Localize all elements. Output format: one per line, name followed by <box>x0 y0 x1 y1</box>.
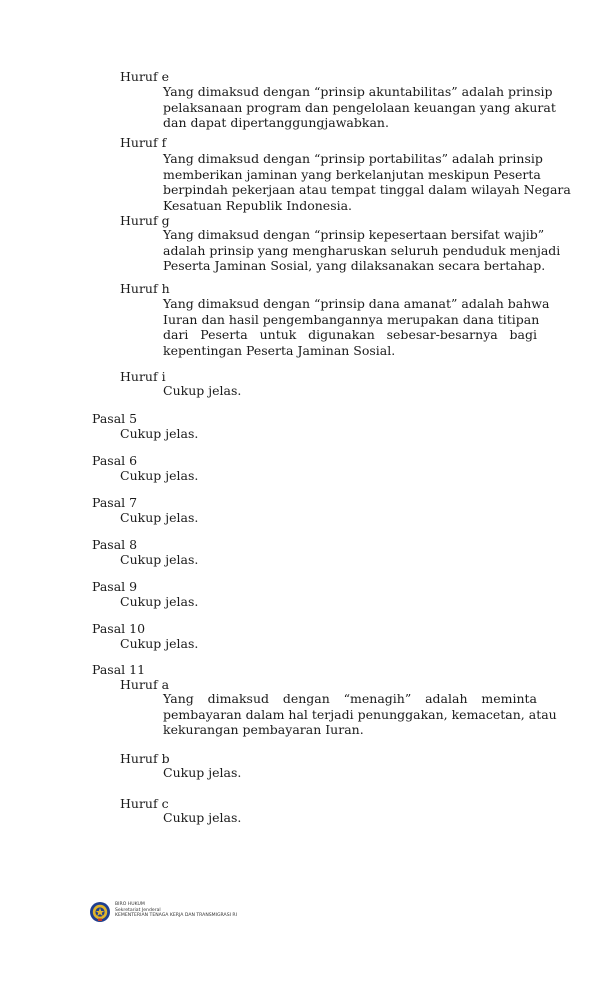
paragraph-line: memberikan jaminan yang berkelanjutan meskipun Peserta <box>163 166 541 182</box>
ministry-emblem-icon <box>89 901 111 923</box>
text-pasal-10: Cukup jelas. <box>120 636 199 651</box>
paragraph-pasal-11-huruf-a <box>163 691 557 738</box>
footer-line-2: Sekretariat Jenderal <box>115 907 161 913</box>
text-huruf-i: Cukup jelas. <box>163 383 242 398</box>
paragraph-line: pembayaran dalam hal terjadi penunggakan, kemacetan, atau <box>163 706 557 722</box>
heading-pasal-11: Pasal 11 <box>92 662 146 677</box>
paragraph-huruf-e <box>163 84 556 131</box>
heading-huruf-i: Huruf i <box>120 369 166 384</box>
heading-huruf-h: Huruf h <box>120 281 170 296</box>
paragraph-line: Iuran dan hasil pengembangannya merupakan dana titipan <box>163 311 540 327</box>
text-pasal-8: Cukup jelas. <box>120 552 199 567</box>
paragraph-line: Peserta Jaminan Sosial, yang dilaksanakan secara bertahap. <box>163 258 546 274</box>
heading-pasal-6: Pasal 6 <box>92 453 138 468</box>
paragraph-line: dan dapat dipertanggungjawabkan. <box>163 115 389 131</box>
paragraph-line: Yang dimaksud dengan “prinsip dana amanat” adalah bahwa <box>163 296 550 311</box>
paragraph-line: Kesatuan Republik Indonesia. <box>163 197 353 213</box>
paragraph-huruf-h <box>163 296 550 358</box>
heading-pasal-10: Pasal 10 <box>92 621 146 636</box>
heading-pasal-9: Pasal 9 <box>92 579 138 594</box>
heading-pasal-11-huruf-b: Huruf b <box>120 751 170 766</box>
paragraph-line: Yang dimaksud dengan “prinsip kepesertaan bersifat wajib” <box>163 227 545 242</box>
paragraph-huruf-f <box>163 151 571 213</box>
text-pasal-11-huruf-c: Cukup jelas. <box>163 810 242 825</box>
paragraph-line: dari Peserta untuk digunakan sebesar-besarnya bagi <box>163 327 537 343</box>
text-pasal-11-huruf-b: Cukup jelas. <box>163 765 242 780</box>
heading-huruf-g: Huruf g <box>120 213 170 228</box>
heading-pasal-8: Pasal 8 <box>92 537 138 552</box>
heading-pasal-11-huruf-a: Huruf a <box>120 677 170 692</box>
text-pasal-7: Cukup jelas. <box>120 510 199 525</box>
paragraph-line: Yang dimaksud dengan “menagih” adalah meminta <box>163 691 537 706</box>
text-pasal-6: Cukup jelas. <box>120 468 199 483</box>
heading-huruf-e: Huruf e <box>120 69 169 84</box>
footer-line-1: BIRO HUKUM <box>115 902 145 907</box>
footer-text <box>115 902 237 919</box>
heading-huruf-f: Huruf f <box>120 135 167 150</box>
text-pasal-5: Cukup jelas. <box>120 426 199 441</box>
paragraph-line: berpindah pekerjaan atau tempat tinggal dalam wilayah Negara <box>163 182 571 198</box>
heading-pasal-5: Pasal 5 <box>92 411 138 426</box>
paragraph-line: pelaksanaan program dan pengelolaan keuangan yang akurat <box>163 99 556 115</box>
paragraph-line: kekurangan pembayaran Iuran. <box>163 722 364 738</box>
paragraph-line: Yang dimaksud dengan “prinsip akuntabilitas” adalah prinsip <box>163 84 553 99</box>
footer-line-3: KEMENTERIAN TENAGA KERJA DAN TRANSMIGRASI RI <box>115 913 237 919</box>
text-pasal-9: Cukup jelas. <box>120 594 199 609</box>
paragraph-line: Yang dimaksud dengan “prinsip portabilitas” adalah prinsip <box>163 151 543 166</box>
footer <box>89 901 289 925</box>
paragraph-line: adalah prinsip yang mengharuskan seluruh penduduk menjadi <box>163 242 561 258</box>
paragraph-huruf-g <box>163 227 561 274</box>
heading-pasal-11-huruf-c: Huruf c <box>120 796 169 811</box>
heading-pasal-7: Pasal 7 <box>92 495 138 510</box>
paragraph-line: kepentingan Peserta Jaminan Sosial. <box>163 342 396 358</box>
